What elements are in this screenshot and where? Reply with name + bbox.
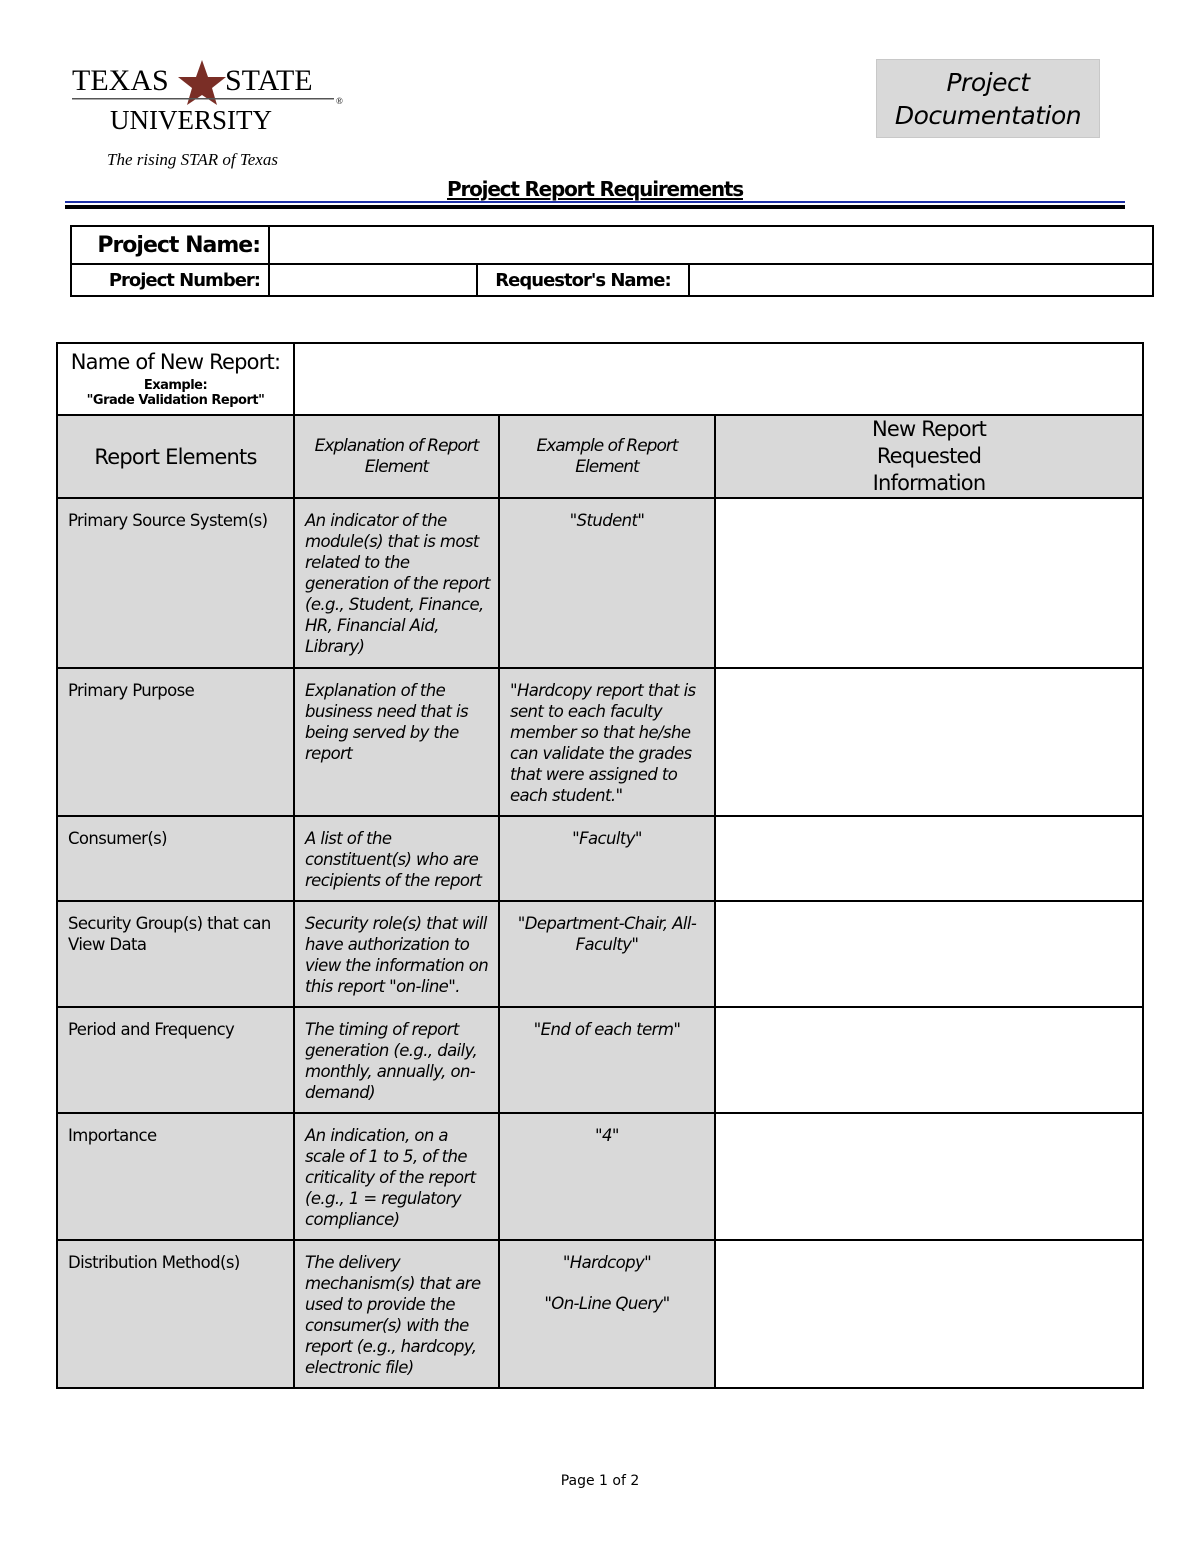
- new-report-name-label: [57, 343, 294, 415]
- row-example-text: "Department-Chair, All-Faculty": [517, 914, 697, 954]
- page-title: Project Report Requirements: [447, 177, 743, 201]
- row-explanation: An indicator of the module(s) that is most related to the generation of the report (e.g., Student, Finance, HR, Financial Aid, Library): [294, 498, 499, 668]
- row-requested-field[interactable]: [715, 1113, 1143, 1240]
- row-requested-field[interactable]: [715, 668, 1143, 816]
- logo-word-university: UNIVERSITY: [110, 105, 272, 135]
- row-example: [499, 668, 715, 816]
- badge-line-1: Project: [946, 67, 1030, 97]
- table-row: [57, 816, 1143, 901]
- row-explanation: A list of the constituent(s) who are recipients of the report: [294, 816, 499, 901]
- row-example-text: "Hardcopy report that is sent to each faculty member so that he/she can validate the grades that were assigned to each student.": [510, 681, 696, 805]
- row-element: Primary Purpose: [57, 668, 294, 816]
- row-requested-field[interactable]: [715, 1007, 1143, 1113]
- header-report-elements: Report Elements: [57, 415, 294, 498]
- project-number-label: Project Number:: [71, 264, 269, 296]
- example-label: Example:: [143, 378, 208, 393]
- table-row: [57, 1113, 1143, 1240]
- row-element: Period and Frequency: [57, 1007, 294, 1113]
- project-number-field[interactable]: [269, 264, 477, 296]
- row-example-text: "Student": [569, 511, 645, 530]
- title-rule-black: [65, 205, 1125, 209]
- row-explanation: An indication, on a scale of 1 to 5, of the criticality of the report (e.g., 1 = regulatory compliance): [294, 1113, 499, 1240]
- row-requested-field[interactable]: [715, 1240, 1143, 1388]
- project-name-label: Project Name:: [71, 226, 269, 264]
- row-example-text: "4": [595, 1126, 619, 1145]
- header-example: Example of Report Element: [499, 415, 715, 498]
- logo-word-texas: TEXAS: [72, 64, 169, 97]
- row-requested-field[interactable]: [715, 901, 1143, 1007]
- page-number: Page 1 of 2: [560, 1473, 640, 1489]
- row-explanation: The timing of report generation (e.g., daily, monthly, annually, on-demand): [294, 1007, 499, 1113]
- row-requested-field[interactable]: [715, 816, 1143, 901]
- logo-tagline: The rising STAR of Texas: [107, 150, 278, 169]
- row-element: Security Group(s) that can View Data: [57, 901, 294, 1007]
- university-logo: [72, 58, 352, 174]
- row-example: [499, 498, 715, 668]
- row-element: Consumer(s): [57, 816, 294, 901]
- project-name-field[interactable]: [269, 226, 1153, 264]
- row-example-text: "Faculty": [572, 829, 642, 848]
- row-element: Importance: [57, 1113, 294, 1240]
- badge-line-2: Documentation: [894, 100, 1082, 130]
- row-example: [499, 1007, 715, 1113]
- row-example: [499, 1240, 715, 1388]
- table-row: [57, 498, 1143, 668]
- table-row: [57, 901, 1143, 1007]
- project-info-table: [70, 225, 1154, 297]
- row-explanation: The delivery mechanism(s) that are used to provide the consumer(s) with the report (e.g., hardcopy, electronic file): [294, 1240, 499, 1388]
- table-row: [57, 668, 1143, 816]
- row-example: [499, 1113, 715, 1240]
- table-row: [57, 1240, 1143, 1388]
- example-value: "Grade Validation Report": [86, 393, 265, 408]
- table-row: [57, 1007, 1143, 1113]
- project-documentation-badge: [876, 59, 1100, 138]
- registered-mark: ®: [336, 96, 343, 106]
- row-element: Distribution Method(s): [57, 1240, 294, 1388]
- row-explanation: Explanation of the business need that is being served by the report: [294, 668, 499, 816]
- row-example-text-2: "On-Line Query": [544, 1294, 670, 1313]
- report-requirements-table: [56, 342, 1144, 1389]
- header-explanation: Explanation of Report Element: [294, 415, 499, 498]
- row-requested-field[interactable]: [715, 498, 1143, 668]
- title-rule-blue: [65, 201, 1125, 203]
- requestor-name-label: Requestor's Name:: [477, 264, 689, 296]
- logo-rule: [72, 98, 334, 100]
- header-requested-info: New Report Requested Information: [715, 415, 1143, 498]
- row-element: Primary Source System(s): [57, 498, 294, 668]
- requestor-name-field[interactable]: [689, 264, 1153, 296]
- row-example-text: "End of each term": [533, 1020, 681, 1039]
- row-example: [499, 901, 715, 1007]
- new-report-label: Name of New Report:: [70, 350, 281, 374]
- new-report-name-field[interactable]: [294, 343, 1143, 415]
- logo-word-state: STATE: [225, 64, 313, 97]
- row-explanation: Security role(s) that will have authorization to view the information on this report "on-line".: [294, 901, 499, 1007]
- row-example-text: "Hardcopy": [562, 1253, 652, 1272]
- row-example: [499, 816, 715, 901]
